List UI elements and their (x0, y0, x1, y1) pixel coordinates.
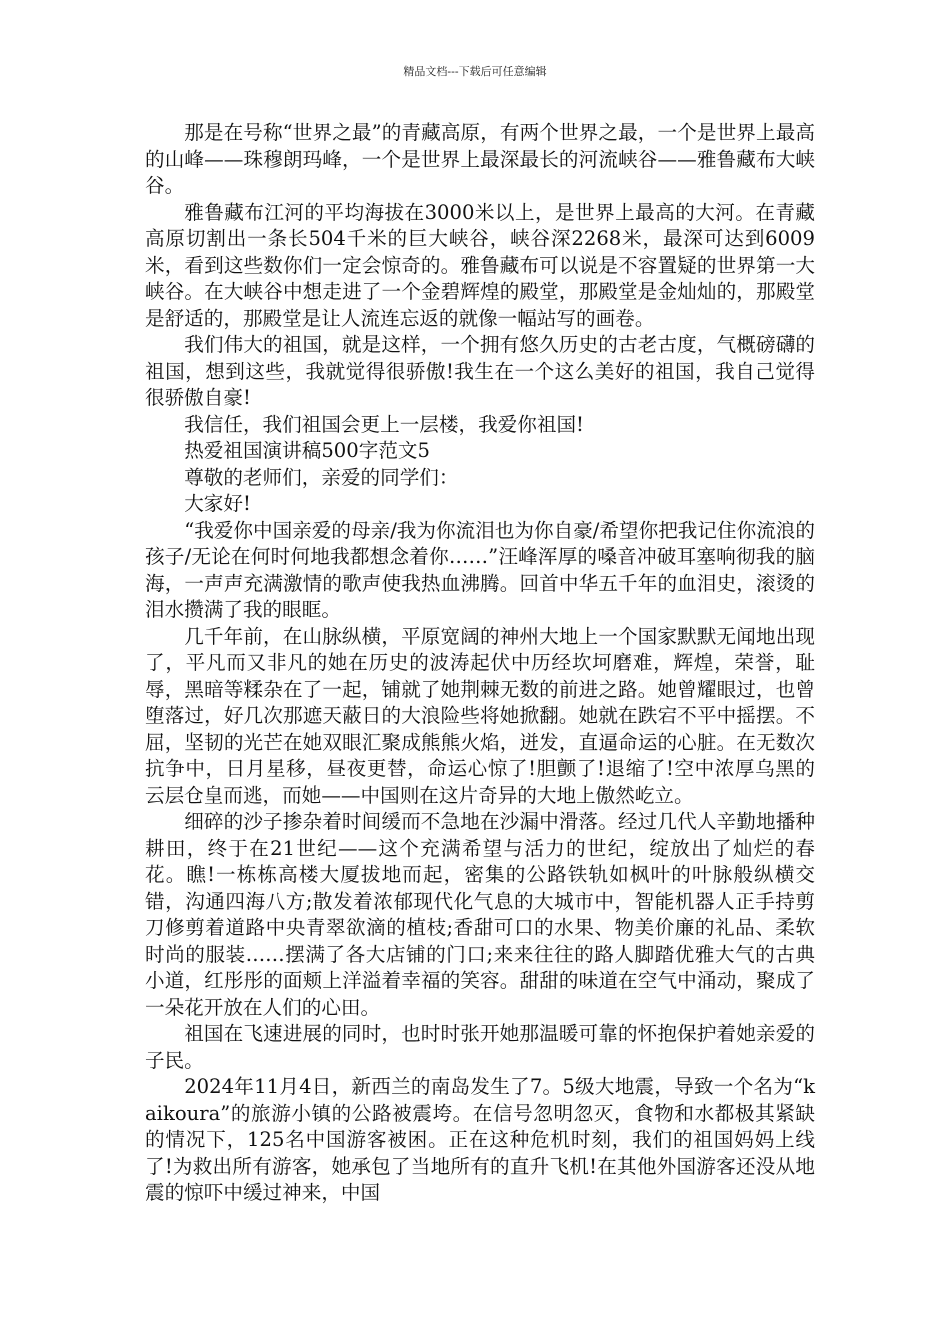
paragraph: 2024年11月4日，新西兰的南岛发生了7。5级大地震，导致一个名为“kaikoura”的旅游小镇的公路被震垮。在信号忽明忽灭，食物和水都极其紧缺的情况下，125名中国游客被困。正在这种危机时刻，我们的祖国妈妈上线了!为救出所有游客，她承包了当地所有的直升飞机!在其他外国游客还没从地震的惊吓中缓过神来，中国 (145, 1075, 815, 1204)
salutation: 尊敬的老师们，亲爱的同学们： (184, 465, 459, 489)
page-header: 精品文档---下载后可任意编辑 (403, 65, 547, 78)
paragraph: 我信任，我们祖国会更上一层楼，我爱你祖国! (184, 412, 584, 436)
paragraph: 祖国在飞速进展的同时，也时时张开她那温暖可靠的怀抱保护着她亲爱的子民。 (145, 1022, 815, 1072)
paragraph: “我爱你中国亲爱的母亲/我为你流泪也为你自豪/希望你把我记住你流浪的孩子/无论在何时何地我都想念着你……”汪峰浑厚的嗓音冲破耳塞响彻我的脑海，一声声充满激情的歌声使我热血沸腾。回首中华五千年的血泪史，滚烫的泪水攒满了我的眼眶。 (145, 518, 815, 621)
paragraph: 我们伟大的祖国，就是这样，一个拥有悠久历史的古老古度，气概磅礴的祖国，想到这些，我就觉得很骄傲!我生在一个这么美好的祖国，我自己觉得很骄傲自豪! (145, 333, 815, 409)
paragraph: 那是在号称“世界之最”的青藏高原，有两个世界之最，一个是世界上最高的山峰——珠穆朗玛峰，一个是世界上最深最长的河流峡谷——雅鲁藏布大峡谷。 (145, 121, 815, 197)
greeting: 大家好! (184, 492, 251, 515)
paragraph: 几千年前，在山脉纵横，平原宽阔的神州大地上一个国家默默无闻地出现了，平凡而又非凡的她在历史的波涛起伏中历经坎坷磨难，辉煌，荣誉，耻辱，黑暗等糅杂在了一起，铺就了她荆棘无数的前进之路。她曾耀眼过，也曾堕落过，好几次那遮天蔽日的大浪险些将她掀翻。她就在跌宕不平中摇摆。不屈，坚韧的光芒在她双眼汇聚成熊熊火焰，迸发，直逼命运的心脏。在无数次抗争中，日月星移，昼夜更替，命运心惊了!胆颤了!退缩了!空中浓厚乌黑的云层仓皇而逃，而她——中国则在这片奇异的大地上傲然屹立。 (145, 624, 815, 807)
paragraph: 雅鲁藏布江河的平均海拔在3000米以上，是世界上最高的大河。在青藏高原切割出一条长504千米的巨大峡谷，峡谷深2268米，最深可达到6009米，看到这些数你们一定会惊奇的。雅鲁藏布可以说是不容置疑的世界第一大峡谷。在大峡谷中想走进了一个金碧辉煌的殿堂，那殿堂是金灿灿的，那殿堂是舒适的，那殿堂是让人流连忘返的就像一幅站写的画卷。 (145, 200, 815, 330)
section-title: 热爱祖国演讲稿500字范文5 (184, 439, 430, 462)
paragraph: 细碎的沙子掺杂着时间缓而不急地在沙漏中滑落。经过几代人辛勤地播种耕田，终于在21世纪——这个充满希望与活力的世纪，绽放出了灿烂的春花。瞧!一栋栋高楼大厦拔地而起，密集的公路铁轨如枫叶的叶脉般纵横交错，沟通四海八方;散发着浓郁现代化气息的大城市中，智能机器人正手持剪刀修剪着道路中央青翠欲滴的植枝;香甜可口的水果、物美价廉的礼品、柔软时尚的服装……摆满了各大店铺的门口;来来往往的路人脚踏优雅大气的古典小道，红彤彤的面颊上洋溢着幸福的笑容。甜甜的味道在空气中涌动，聚成了一朵花开放在人们的心田。 (145, 810, 815, 1019)
document-body (145, 120, 815, 1207)
